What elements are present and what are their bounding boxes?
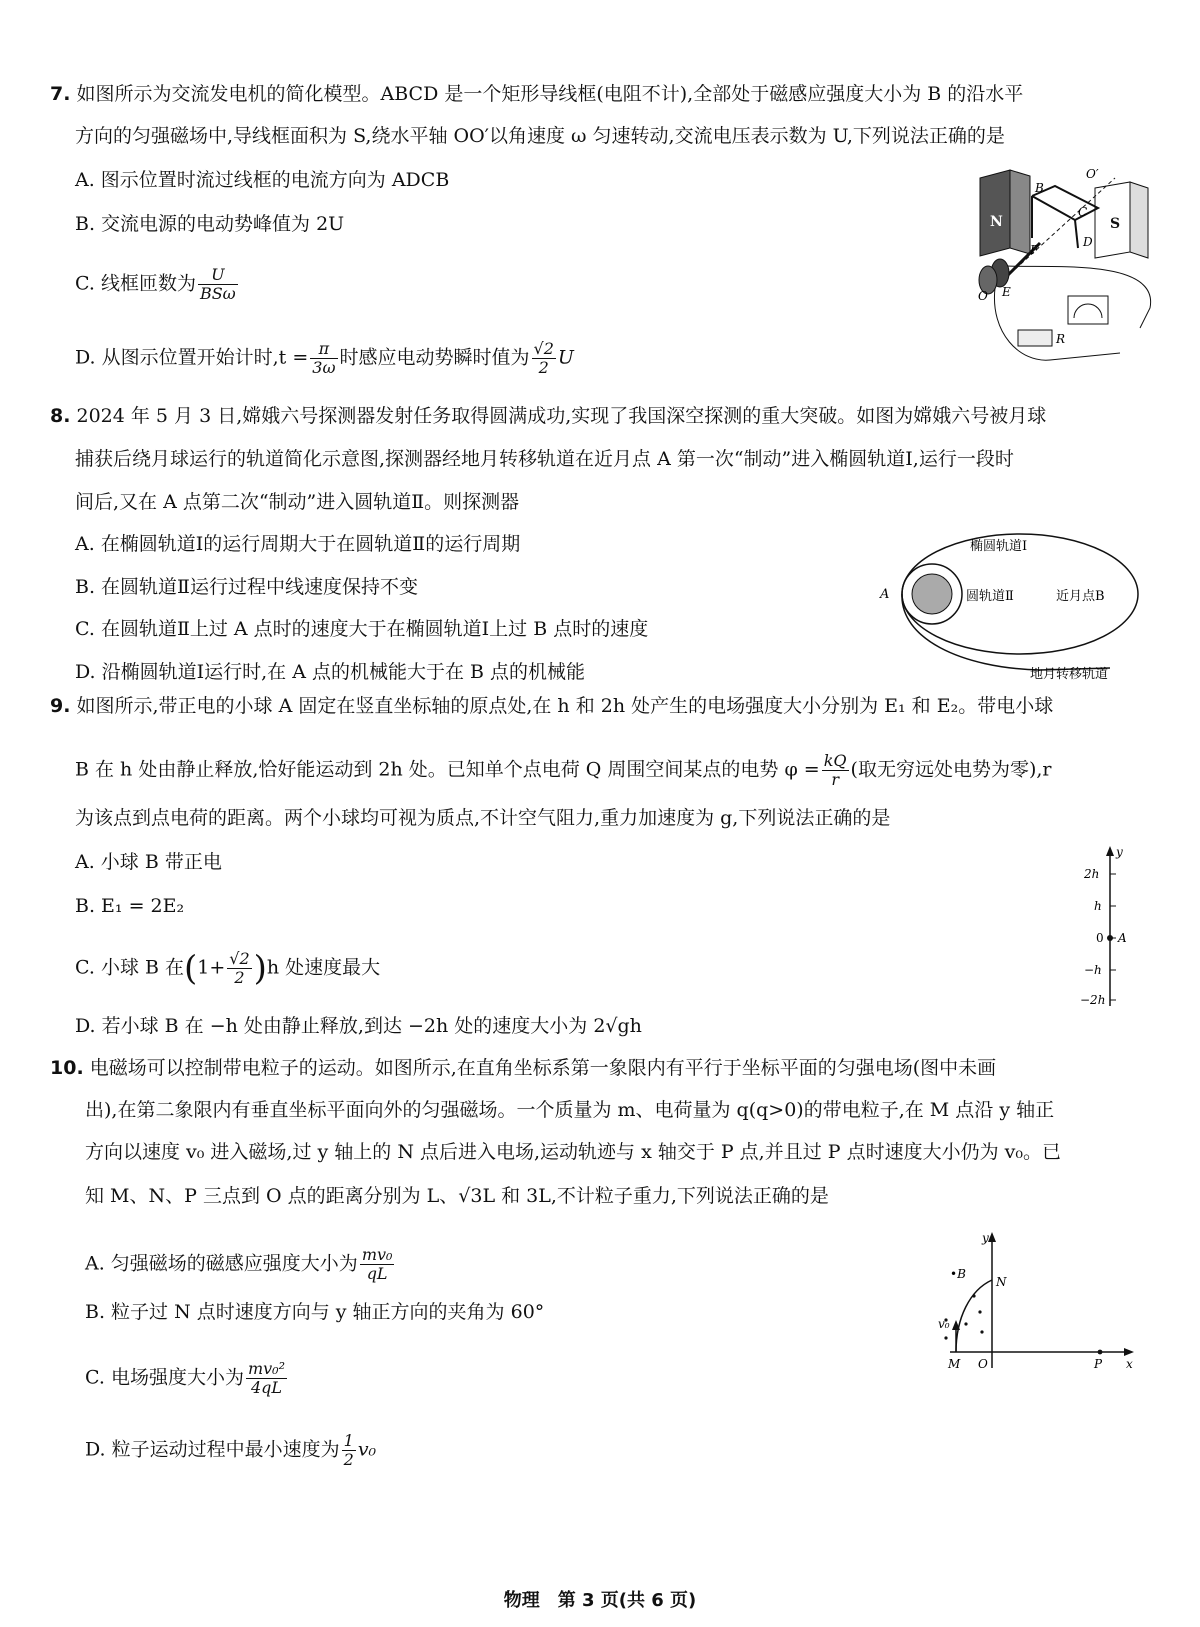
p-point bbox=[1098, 1350, 1103, 1355]
origin-label: O bbox=[978, 1357, 988, 1371]
q9-stem-text1: 如图所示,带正电的小球 A 固定在竖直坐标轴的原点处,在 h 和 2h 处产生的电场强度大小分别为 E₁ 和 E₂。带电小球 bbox=[76, 695, 1054, 717]
q7-option-d bbox=[75, 340, 574, 377]
charge-a bbox=[1107, 935, 1113, 941]
q8-option-a: A. 在椭圆轨道Ⅰ的运行周期大于在圆轨道Ⅱ的运行周期 bbox=[75, 533, 521, 555]
q10-option-d-end: v₀ bbox=[357, 1438, 377, 1461]
y-axis-label: y bbox=[982, 1231, 989, 1245]
coil-side-2 bbox=[1075, 220, 1078, 248]
y-axis-label: y bbox=[1116, 845, 1123, 859]
q10-d-fraction bbox=[342, 1432, 356, 1469]
q7-option-a: A. 图示位置时流过线框的电流方向为 ADCB bbox=[75, 169, 450, 191]
q8-option-c: C. 在圆轨道Ⅱ上过 A 点时的速度大于在椭圆轨道Ⅰ上过 B 点时的速度 bbox=[75, 618, 649, 640]
q7-number: 7. bbox=[50, 83, 71, 105]
q7-stem-text1: 如图所示为交流发电机的简化模型。ABCD 是一个矩形导线框(电阻不计),全部处于磁感应强度大小为 B 的沿水平 bbox=[76, 83, 1024, 105]
q10-option-a bbox=[85, 1246, 396, 1283]
q9-c-fraction bbox=[227, 950, 251, 987]
particle-trajectory bbox=[956, 1280, 992, 1352]
vertical-axis-figure bbox=[1080, 844, 1160, 1014]
q9-option-c-text: C. 小球 B 在 bbox=[75, 956, 184, 979]
o-label: O bbox=[978, 289, 988, 303]
s-label: S bbox=[1110, 216, 1121, 232]
q7-d-time-fraction bbox=[310, 340, 337, 377]
q10-option-d-text: D. 粒子运动过程中最小速度为 bbox=[85, 1438, 340, 1461]
q10-number: 10. bbox=[50, 1057, 84, 1079]
q10-c-denominator: 4qL bbox=[250, 1378, 282, 1397]
b-label: B bbox=[1035, 181, 1044, 195]
r-label: R bbox=[1056, 332, 1066, 346]
ellipse-orbit-label: 椭圆轨道Ⅰ bbox=[970, 539, 1028, 554]
circle-orbit-label: 圆轨道Ⅱ bbox=[966, 589, 1014, 604]
c-label: C bbox=[1078, 205, 1088, 219]
q9-stem-line3: 为该点到点电荷的距离。两个小球均可视为质点,不计空气阻力,重力加速度为 g,下列说法正确的是 bbox=[75, 807, 891, 829]
n-magnet-side bbox=[1010, 170, 1030, 254]
q7-d-t-numerator: π bbox=[310, 340, 337, 359]
field-dot bbox=[964, 1322, 967, 1325]
q10-stem-text1: 电磁场可以控制带电粒子的运动。如图所示,在直角坐标系第一象限内有平行于坐标平面的匀强电场(图中未画 bbox=[89, 1057, 997, 1079]
q10-a-fraction bbox=[360, 1246, 395, 1283]
q10-a-denominator: qL bbox=[366, 1264, 388, 1283]
q7-c-numerator: U bbox=[198, 266, 238, 285]
q10-a-numerator: mv₀ bbox=[361, 1245, 393, 1264]
q9-c-numerator: √2 bbox=[229, 949, 250, 968]
q9-potential-numerator: kQ bbox=[823, 751, 847, 770]
q9-stem2-text: B 在 h 处由静止释放,恰好能运动到 2h 处。已知单个点电荷 Q 周围空间某点的电势 φ = bbox=[75, 758, 820, 781]
q10-stem-line2: 出),在第二象限内有垂直坐标平面向外的匀强磁场。一个质量为 m、电荷量为 q(q>0)的带电粒子,在 M 点沿 y 轴正 bbox=[85, 1099, 1055, 1121]
q10-stem-line1 bbox=[50, 1056, 996, 1080]
q7-option-c-fraction bbox=[198, 266, 238, 303]
transfer-orbit-label: 地月转移轨道 bbox=[1030, 667, 1109, 682]
q7-option-d-end: U bbox=[557, 346, 574, 369]
charge-a-label: A bbox=[1118, 931, 1127, 945]
q7-option-c-text: C. 线框匝数为 bbox=[75, 272, 196, 295]
generator-figure bbox=[960, 148, 1170, 373]
q7-stem-line2: 方向的匀强磁场中,导线框面积为 S,绕水平轴 OO′以角速度 ω 匀速转动,交流电压表示数为 U,下列说法正确的是 bbox=[75, 125, 1005, 147]
e-label: E bbox=[1002, 285, 1011, 299]
moon bbox=[912, 574, 952, 614]
x-axis-arrow bbox=[1124, 1348, 1134, 1356]
tick-label-neg-h: −h bbox=[1084, 963, 1102, 977]
f-label: F bbox=[1030, 243, 1039, 257]
q8-option-d: D. 沿椭圆轨道Ⅰ运行时,在 A 点的机械能大于在 B 点的机械能 bbox=[75, 661, 586, 683]
q7-d-t-denominator: 3ω bbox=[312, 358, 336, 377]
q10-option-d bbox=[85, 1432, 376, 1469]
q7-d-v-numerator: √2 bbox=[533, 339, 554, 358]
q8-option-b: B. 在圆轨道Ⅱ运行过程中线速度保持不变 bbox=[75, 576, 418, 598]
q9-c-left-paren: ( bbox=[183, 948, 198, 989]
q10-stem-line4: 知 M、N、P 三点到 O 点的距离分别为 L、√3L 和 3L,不计粒子重力,下列说法正确的是 bbox=[85, 1185, 829, 1207]
tick-label-0: 0 bbox=[1096, 931, 1104, 945]
voltmeter bbox=[1068, 296, 1108, 324]
q7-d-v-denominator: 2 bbox=[538, 358, 549, 377]
field-dot bbox=[972, 1294, 975, 1297]
s-magnet-side bbox=[1130, 182, 1148, 258]
q10-stem-line3: 方向以速度 v₀ 进入磁场,过 y 轴上的 N 点后进入电场,运动轨迹与 x 轴交于 P 点,并且过 P 点时速度大小仍为 v₀。已 bbox=[85, 1141, 1061, 1163]
q9-potential-fraction bbox=[822, 752, 849, 789]
q8-stem-line3: 间后,又在 A 点第二次“制动”进入圆轨道Ⅱ。则探测器 bbox=[75, 491, 520, 513]
q9-option-c-post: h 处速度最大 bbox=[266, 956, 381, 979]
point-a-label: A bbox=[880, 587, 890, 602]
q7-option-c bbox=[75, 266, 240, 303]
q10-option-c-text: C. 电场强度大小为 bbox=[85, 1366, 244, 1389]
n-label: N bbox=[990, 214, 1003, 230]
q10-option-b: B. 粒子过 N 点时速度方向与 y 轴正方向的夹角为 60° bbox=[85, 1301, 545, 1323]
q9-potential-denominator: r bbox=[831, 770, 839, 789]
y-axis-arrow bbox=[1106, 846, 1114, 856]
tick-label-h: h bbox=[1094, 899, 1102, 913]
q7-c-denominator: BSω bbox=[199, 284, 236, 303]
q9-stem2-post: (取无穷远处电势为零),r bbox=[850, 758, 1052, 781]
v0-label: v₀ bbox=[938, 1317, 950, 1331]
q9-option-b: B. E₁ = 2E₂ bbox=[75, 895, 185, 917]
q10-option-c bbox=[85, 1360, 289, 1397]
field-dot bbox=[944, 1336, 947, 1339]
x-axis-label: x bbox=[1126, 1357, 1133, 1371]
q7-stem-line1 bbox=[50, 82, 1023, 106]
y-axis-arrow bbox=[988, 1232, 996, 1242]
p-point-label: P bbox=[1094, 1357, 1103, 1371]
m-point-label: M bbox=[948, 1357, 961, 1371]
near-moon-point-label: 近月点B bbox=[1056, 589, 1105, 604]
q7-d-value-fraction bbox=[532, 340, 556, 377]
q10-c-numerator: mv₀² bbox=[247, 1359, 285, 1378]
q9-option-a: A. 小球 B 带正电 bbox=[75, 851, 222, 873]
q9-c-right-paren: ) bbox=[253, 948, 267, 989]
q9-c-inner: 1+ bbox=[197, 956, 226, 979]
d-label: D bbox=[1083, 235, 1093, 249]
o-prime-label: O′ bbox=[1086, 167, 1099, 181]
q8-stem-text1: 2024 年 5 月 3 日,嫦娥六号探测器发射任务取得圆满成功,实现了我国深空探测的重大突破。如图为嫦娥六号被月球 bbox=[76, 405, 1047, 427]
q10-d-denominator: 2 bbox=[343, 1450, 354, 1469]
n-point-label: N bbox=[996, 1275, 1007, 1289]
q7-option-d-mid: 时感应电动势瞬时值为 bbox=[339, 346, 530, 369]
q8-number: 8. bbox=[50, 405, 71, 427]
q10-c-fraction bbox=[246, 1360, 287, 1397]
q7-option-b: B. 交流电源的电动势峰值为 2U bbox=[75, 213, 345, 235]
b-field-label: •B bbox=[950, 1267, 966, 1281]
q8-stem-line2: 捕获后绕月球运行的轨道简化示意图,探测器经地月转移轨道在近月点 A 第一次“制动”进入椭圆轨道Ⅰ,运行一段时 bbox=[75, 448, 1014, 470]
q10-d-numerator: 1 bbox=[343, 1431, 354, 1450]
orbit-figure bbox=[870, 528, 1160, 688]
page-footer: 物理 第 3 页(共 6 页) bbox=[503, 1590, 697, 1611]
tick-label-neg-2h: −2h bbox=[1080, 993, 1106, 1007]
resistor bbox=[1018, 330, 1052, 346]
q9-number: 9. bbox=[50, 695, 71, 717]
tick-label-2h: 2h bbox=[1084, 867, 1100, 881]
q9-option-c bbox=[75, 950, 380, 987]
q9-option-d: D. 若小球 B 在 −h 处由静止释放,到达 −2h 处的速度大小为 2√gh bbox=[75, 1015, 642, 1037]
q9-stem-line1 bbox=[50, 694, 1053, 718]
field-dot bbox=[978, 1310, 981, 1313]
coordinate-figure bbox=[930, 1228, 1140, 1378]
q8-stem-line1 bbox=[50, 404, 1046, 428]
q10-option-a-text: A. 匀强磁场的磁感应强度大小为 bbox=[85, 1252, 358, 1275]
q9-c-denominator: 2 bbox=[234, 968, 245, 987]
field-dot bbox=[980, 1330, 983, 1333]
n-magnet bbox=[980, 170, 1010, 256]
q7-option-d-text: D. 从图示位置开始计时,t = bbox=[75, 346, 309, 369]
q9-stem-line2 bbox=[75, 752, 1052, 789]
